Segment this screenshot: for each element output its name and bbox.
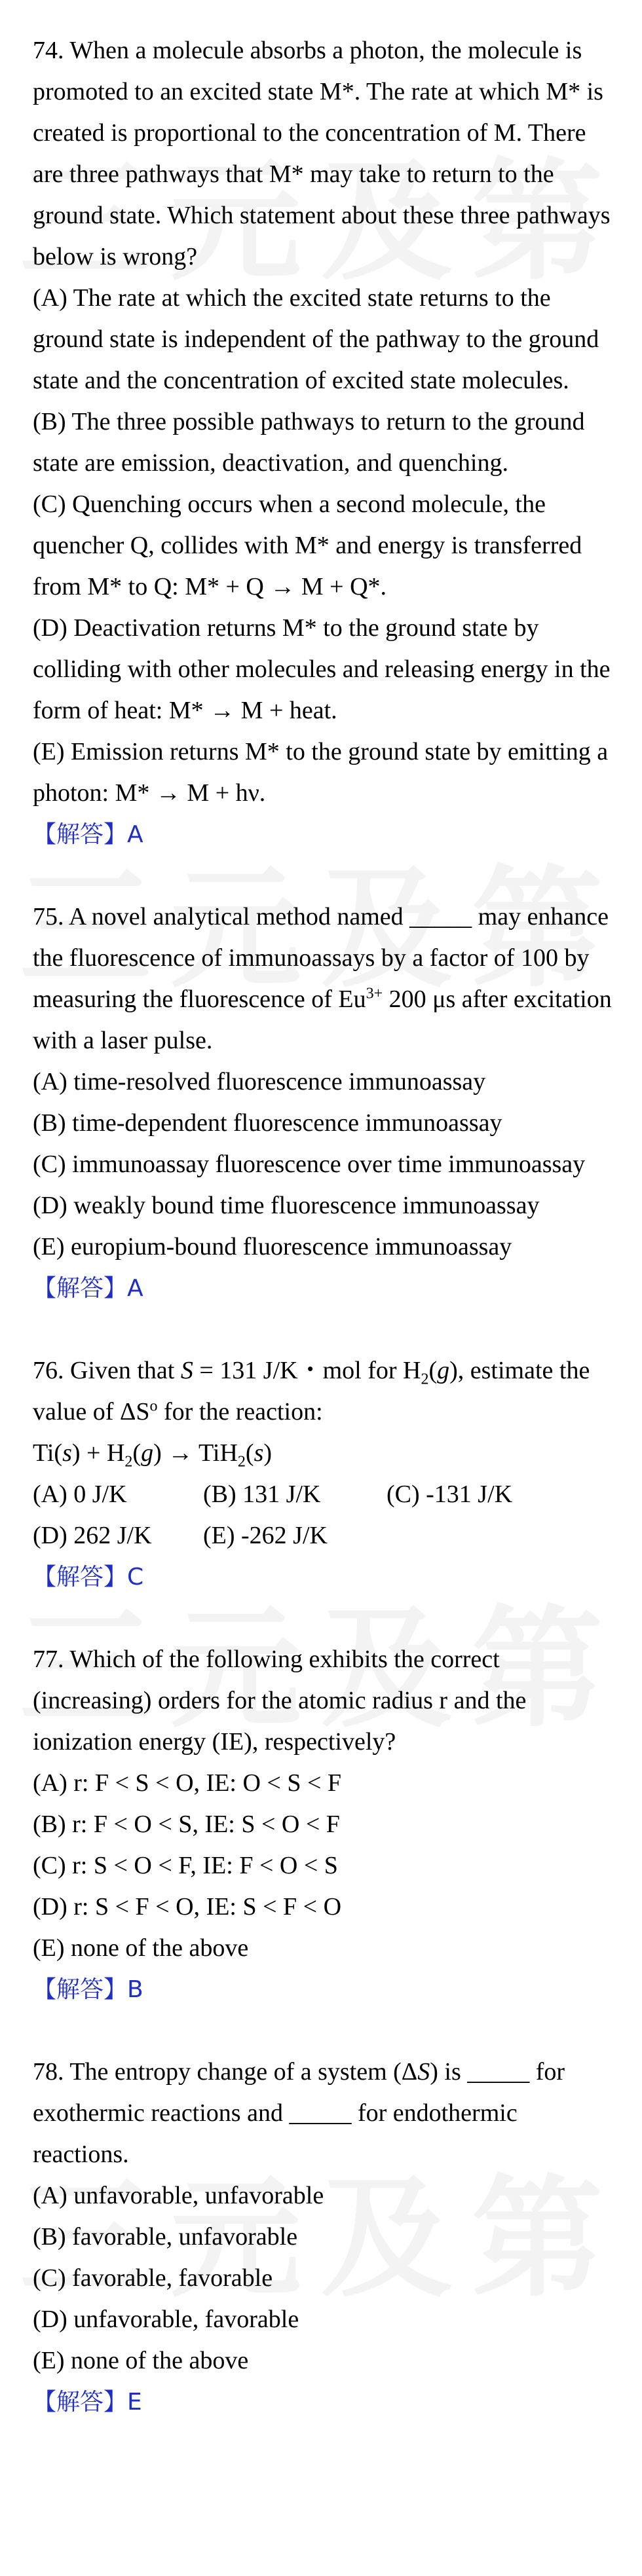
question-stem: 77. Which of the following exhibits the correct (increasing) orders for the atomic radius r and the ionization energy (IE), respectively? — [33, 1646, 527, 1756]
answer-value: E — [127, 2389, 142, 2416]
question-75 — [33, 896, 613, 1309]
answer-label: 【解答】 — [33, 821, 128, 848]
question-78 — [33, 2052, 613, 2423]
stem-italic: S — [417, 2058, 430, 2086]
option-e: (E) none of the above — [33, 1934, 249, 1962]
option-d: (D) r: S < F < O, IE: S < F < O — [33, 1893, 342, 1921]
reaction-text: ) — [263, 1439, 273, 1467]
answer-line — [33, 1969, 613, 2010]
reaction-text: ) → TiH — [153, 1439, 238, 1467]
option-c: (C) favorable, favorable — [33, 2264, 273, 2292]
question-list — [33, 30, 613, 2464]
question-stem — [33, 896, 613, 1061]
question-76 — [33, 1350, 613, 1598]
reaction-text: ) + H — [71, 1439, 125, 1467]
option-b: (B) time-dependent fluorescence immunoassay — [33, 1109, 502, 1137]
option-c: (C) r: S < O < F, IE: F < O < S — [33, 1852, 338, 1879]
answer-value: A — [127, 821, 143, 848]
option-d: (D) weakly bound time fluorescence immunoassay — [33, 1192, 540, 1219]
option-d: (D) Deactivation returns M* to the ground state by colliding with other molecules and releasing energy in the form of heat: M* → M + heat. — [33, 614, 611, 724]
option-b: (B) favorable, unfavorable — [33, 2223, 298, 2251]
stem-text: ), estimate the value of ΔS — [33, 1357, 590, 1426]
stem-text: 75. A novel analytical method named _____ may enhance the fluorescence of immunoassays by a factor of 100 by measuring the fluorescence of Eu — [33, 903, 609, 1013]
option-b: (B) 131 J/K — [203, 1481, 321, 1508]
answer-value: A — [127, 1275, 143, 1302]
reaction-italic: s — [254, 1439, 264, 1467]
stem-superscript: 3+ — [366, 985, 383, 1003]
option-c: (C) -131 J/K — [387, 1481, 513, 1508]
option-a: (A) The rate at which the excited state returns to the ground state is independent of the pathway to the ground state and the concentration of excited state molecules. — [33, 284, 599, 394]
option-b: (B) r: F < O < S, IE: S < O < F — [33, 1811, 340, 1838]
option-c: (C) immunoassay fluorescence over time immunoassay — [33, 1150, 586, 1178]
stem-subscript: 2 — [421, 1371, 429, 1388]
answer-label: 【解答】 — [33, 1275, 128, 1302]
option-c: (C) Quenching occurs when a second molecule, the quencher Q, collides with M* and energy is transferred from M* to Q: M* + Q → M + Q*. — [33, 490, 582, 600]
question-74 — [33, 30, 613, 855]
reaction-italic: g — [141, 1439, 154, 1467]
answer-value: B — [127, 1976, 143, 2003]
answer-label: 【解答】 — [33, 2389, 128, 2416]
question-77 — [33, 1639, 613, 2010]
option-b: (B) The three possible pathways to return to the ground state are emission, deactivation, and quenching. — [33, 408, 585, 477]
options-row — [33, 1515, 613, 1556]
answer-value: C — [127, 1564, 144, 1591]
stem-italic: g — [437, 1357, 450, 1384]
reaction-subscript: 2 — [237, 1453, 246, 1471]
option-a: (A) unfavorable, unfavorable — [33, 2182, 324, 2209]
stem-text: ( — [428, 1357, 438, 1384]
reaction-text: Ti( — [33, 1439, 63, 1467]
question-stem — [33, 2052, 613, 2175]
reaction-equation — [33, 1433, 613, 1474]
answer-line — [33, 2382, 613, 2423]
answer-label: 【解答】 — [33, 1976, 128, 2003]
reaction-italic: s — [62, 1439, 72, 1467]
reaction-text: ( — [132, 1439, 142, 1467]
option-a: (A) time-resolved fluorescence immunoassay — [33, 1068, 486, 1095]
stem-text: 76. Given that — [33, 1357, 181, 1384]
answer-line — [33, 1556, 613, 1598]
stem-text: for the reaction: — [157, 1398, 323, 1426]
stem-italic: S — [180, 1357, 193, 1384]
option-d: (D) 262 J/K — [33, 1522, 152, 1549]
question-stem: 74. When a molecule absorbs a photon, the molecule is promoted to an excited state M*. The rate at which M* is created is proportional to the concentration of M. There are three pathways that M* may take to return to the ground state. Which statement about these three pathways below is wrong? — [33, 37, 611, 270]
option-a: (A) 0 J/K — [33, 1481, 127, 1508]
stem-superscript: o — [149, 1397, 158, 1415]
option-e: (E) -262 J/K — [203, 1522, 328, 1549]
stem-text: 78. The entropy change of a system (Δ — [33, 2058, 418, 2086]
answer-label: 【解答】 — [33, 1564, 128, 1591]
option-e: (E) Emission returns M* to the ground state by emitting a photon: M* → M + hν. — [33, 738, 609, 807]
reaction-subscript: 2 — [124, 1453, 133, 1471]
answer-line — [33, 1268, 613, 1309]
stem-text: ) is _____ for exothermic reactions and _____ for endothermic reactions. — [33, 2058, 565, 2168]
option-a: (A) r: F < S < O, IE: O < S < F — [33, 1769, 342, 1797]
options-row — [33, 1474, 613, 1515]
answer-line — [33, 814, 613, 855]
question-stem — [33, 1350, 613, 1433]
option-e: (E) none of the above — [33, 2347, 249, 2374]
reaction-text: ( — [245, 1439, 254, 1467]
option-d: (D) unfavorable, favorable — [33, 2306, 299, 2333]
option-e: (E) europium-bound fluorescence immunoassay — [33, 1233, 512, 1260]
stem-text: = 131 J/K・mol for H — [193, 1357, 421, 1384]
stem-text: 200 μs after excitation with a laser pulse. — [33, 985, 612, 1054]
